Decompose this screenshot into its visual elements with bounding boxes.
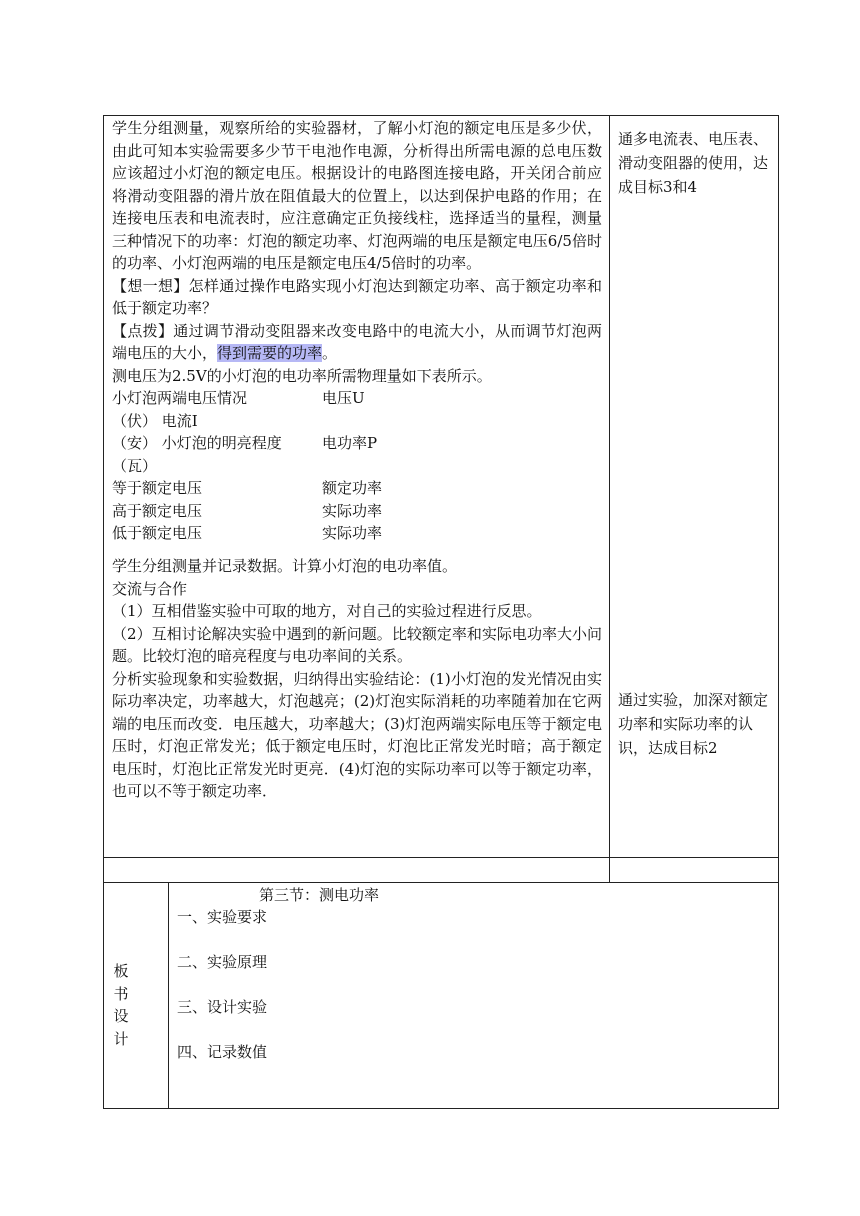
hint-text: 【点拨】通过调节滑动变阻器来改变电路中的电流大小，从而调节灯泡两端电压的大小， <box>112 321 602 362</box>
board-label-char: 板 <box>113 962 129 980</box>
table-header-voltage-condition: 小灯泡两端电压情况 <box>112 389 248 407</box>
hint-end: 。 <box>322 344 338 362</box>
exchange-title: 交流与合作 <box>112 579 188 598</box>
board-column-divider <box>168 882 169 1109</box>
board-item-4: 四、记录数值 <box>177 1043 268 1061</box>
table-header-brightness: （安） 小灯泡的明亮程度 <box>112 434 282 452</box>
measure-intro: 测电压为2.5V的小灯泡的电功率所需物理量如下表所示。 <box>112 366 492 385</box>
column-divider <box>609 115 610 883</box>
main-content-cell <box>112 117 602 803</box>
record-paragraph: 学生分组测量并记录数据。计算小灯泡的电功率值。 <box>112 557 458 575</box>
table-header-current: （伏） 电流I <box>112 411 198 430</box>
goal-note-1: 通多电流表、电压表、滑动变阻器的使用，达成目标3和4 <box>618 130 769 196</box>
row-divider <box>103 857 779 858</box>
board-item-1: 一、实验要求 <box>177 908 268 926</box>
board-label-char: 设 <box>113 1007 129 1025</box>
table-row <box>112 500 202 523</box>
board-label-char: 书 <box>113 984 129 1003</box>
table-line <box>322 432 377 455</box>
table-row <box>112 477 202 500</box>
row-label: 高于额定电压 <box>112 501 203 520</box>
row-value: 实际功率 <box>322 524 383 542</box>
table-row <box>322 522 382 545</box>
board-item-2: 二、实验原理 <box>177 953 268 971</box>
row-value: 额定功率 <box>322 479 383 497</box>
think-prompt: 【想一想】怎样通过操作电路实现小灯泡达到额定功率、高于额定功率和低于额定功率？ <box>112 276 602 317</box>
table-line <box>112 432 282 455</box>
procedure-paragraph: 学生分组测量，观察所给的实验器材，了解小灯泡的额定电压是多少伏，由此可知本实验需要多少节干电池作电源，分析得出所需电源的总电压数应该超过小灯泡的额定电压。根据设计的电路图连接电路，开关闭合前应将滑动变阻器的滑片放在阻值最大的位置上，以达到保护电路的作用；在连接电压表和电流表时，应注意确定正负接线柱，选择适当的量程，测量三种情况下的功率：灯泡的额定功率、灯泡两端的电压是额定电压6/5倍时的功率、小灯泡两端的电压是额定电压4/5倍时的功率。 <box>112 119 602 272</box>
table-header-power: 电功率P <box>322 434 378 452</box>
row-label: 等于额定电压 <box>112 479 203 497</box>
board-label-char: 计 <box>113 1029 129 1048</box>
board-item-3: 三、设计实验 <box>177 998 268 1016</box>
conclusion-paragraph: 分析实验现象和实验数据，归纳得出实验结论：(1)小灯泡的发光情况由实际功率决定，功率越大，灯泡越亮；(2)灯泡实际消耗的功率随着加在它两端的电压而改变．电压越大，功率越大；(3)灯泡两端实际电压等于额定电压时，灯泡正常发光；低于额定电压时，灯泡比正常发光时暗；高于额定电压时，灯泡比正常发光时更亮．(4)灯泡的实际功率可以等于额定功率，也可以不等于额定功率． <box>112 669 602 800</box>
quantity-table-text <box>112 387 602 567</box>
goal-note-2: 通过实验，加深对额定功率和实际功率的认识，达成目标2 <box>618 691 769 757</box>
table-header-watt: （瓦） <box>112 456 158 475</box>
board-design-label <box>111 960 131 1050</box>
board-title: 第三节：测电功率 <box>259 886 380 904</box>
exchange-item-1: （1）互相借鉴实验中可取的地方，对自己的实验过程进行反思。 <box>112 602 542 620</box>
highlighted-text: 得到需要的功率 <box>217 344 323 362</box>
row-label: 低于额定电压 <box>112 524 203 542</box>
table-header-voltage: 电压U <box>322 389 365 407</box>
table-row <box>322 500 382 523</box>
table-row <box>112 522 202 545</box>
table-line <box>112 387 247 410</box>
table-line <box>112 455 157 478</box>
table-line <box>322 387 365 410</box>
table-line <box>112 410 198 433</box>
table-row <box>322 477 382 500</box>
hint-paragraph <box>112 320 602 365</box>
row-value: 实际功率 <box>322 501 383 520</box>
exchange-item-2: （2）互相讨论解决实验中遇到的新问题。比较额定率和实际电功率大小问题。比较灯泡的暗亮程度与电功率间的关系。 <box>112 624 602 665</box>
